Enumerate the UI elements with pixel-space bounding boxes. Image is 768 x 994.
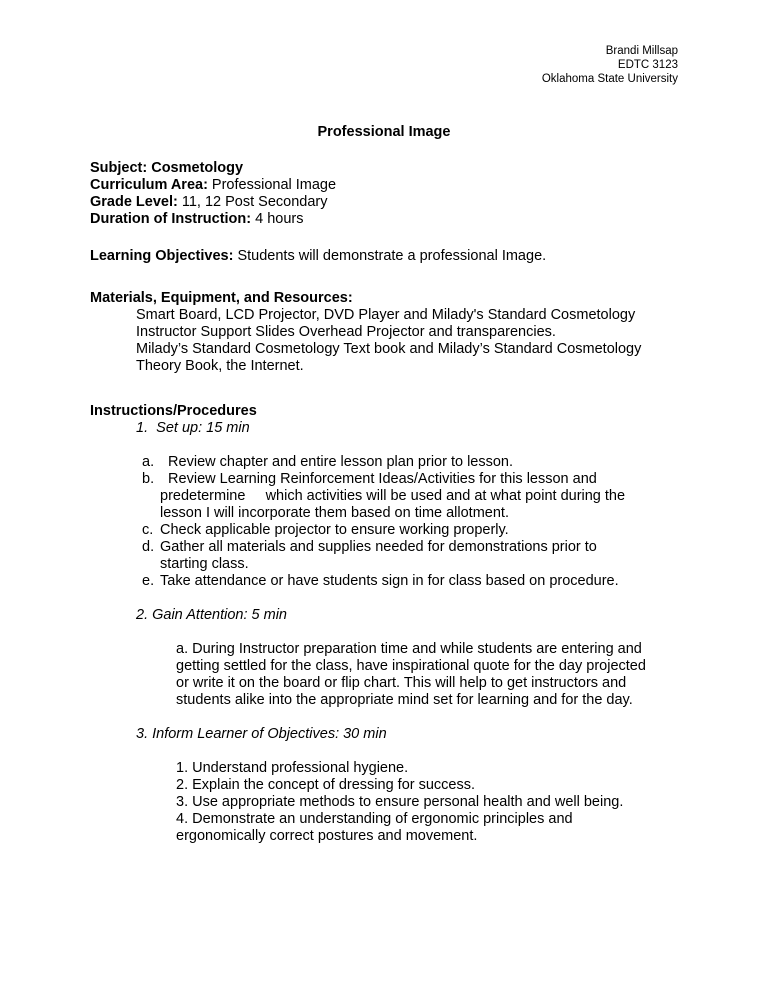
step-1-heading: 1. Set up: 15 min — [136, 420, 250, 436]
list-item-text: predetermine which activities will be used and at what point during the — [160, 488, 626, 504]
list-item-text: Gather all materials and supplies needed for demonstrations prior to — [160, 539, 597, 555]
learning-objectives — [90, 248, 690, 265]
list-item — [90, 454, 690, 471]
list-marker: c. — [142, 522, 154, 538]
list-item-text: Review chapter and entire lesson plan prior to lesson. — [160, 454, 514, 470]
materials-line: Instructor Support Slides Overhead Projector and transparencies. — [136, 324, 556, 340]
instructions-label: Instructions/Procedures — [90, 403, 257, 419]
step-1-list — [90, 454, 690, 590]
list-item-text: lesson I will incorporate them based on time allotment. — [160, 505, 509, 521]
paragraph-line: students alike into the appropriate mind set for learning and for the day. — [176, 692, 633, 708]
list-item — [90, 522, 690, 539]
step-2-heading: 2. Gain Attention: 5 min — [136, 607, 287, 623]
list-item-text: Review Learning Reinforcement Ideas/Activities for this lesson and — [160, 471, 597, 487]
materials-line: Milady’s Standard Cosmetology Text book and Milady’s Standard Cosmetology — [136, 341, 642, 357]
grade-line — [90, 194, 690, 211]
materials-body — [90, 307, 690, 375]
list-item-text: Check applicable projector to ensure working properly. — [160, 522, 509, 538]
paragraph-line: getting settled for the class, have inspirational quote for the day projected — [176, 658, 646, 674]
objective-line: 2. Explain the concept of dressing for success. — [176, 777, 476, 793]
objective-line: 1. Understand professional hygiene. — [176, 760, 409, 776]
list-item — [90, 573, 690, 590]
list-marker: a. — [142, 454, 155, 470]
list-marker: e. — [142, 573, 155, 589]
author-name: Brandi Millsap — [605, 45, 678, 57]
paragraph-line: or write it on the board or flip chart. This will help to get instructors and — [176, 675, 627, 691]
objective-line: ergonomically correct postures and movement. — [176, 828, 478, 844]
subject-label: Subject: Cosmetology — [90, 160, 244, 176]
document-title: Professional Image — [317, 124, 451, 140]
curriculum-label: Curriculum Area: — [90, 177, 208, 193]
materials-label: Materials, Equipment, and Resources: — [90, 290, 353, 306]
list-marker: d. — [142, 539, 155, 555]
objectives-label: Learning Objectives: — [90, 248, 234, 264]
objective-line: 3. Use appropriate methods to ensure personal health and well being. — [176, 794, 624, 810]
grade-value: 11, 12 Post Secondary — [177, 194, 328, 210]
step-3-body — [90, 760, 690, 845]
step-2-body — [90, 641, 690, 709]
school-name: Oklahoma State University — [541, 73, 678, 85]
instructions-section — [90, 403, 690, 845]
step-3-heading: 3. Inform Learner of Objectives: 30 min — [136, 726, 387, 742]
lesson-meta — [90, 160, 690, 228]
materials-line: Smart Board, LCD Projector, DVD Player and Milady's Standard Cosmetology — [136, 307, 636, 323]
list-item-text: Take attendance or have students sign in for class based on procedure. — [160, 573, 619, 589]
author-header — [542, 44, 678, 86]
duration-value: 4 hours — [251, 211, 304, 227]
paragraph-line: a. During Instructor preparation time and while students are entering and — [176, 641, 642, 657]
objective-line: 4. Demonstrate an understanding of ergonomic principles and — [176, 811, 573, 827]
duration-label: Duration of Instruction: — [90, 211, 252, 227]
list-item — [90, 471, 690, 522]
list-item-text: starting class. — [160, 556, 249, 572]
curriculum-line — [90, 177, 690, 194]
grade-label: Grade Level: — [90, 194, 178, 210]
duration-line — [90, 211, 690, 228]
list-marker: b. — [142, 471, 155, 487]
list-item — [90, 539, 690, 573]
objectives-value: Students will demonstrate a professional Image. — [233, 248, 547, 264]
materials-section — [90, 290, 690, 375]
curriculum-value: Professional Image — [207, 177, 337, 193]
subject-line — [90, 160, 690, 177]
course-code: EDTC 3123 — [617, 59, 678, 71]
materials-line: Theory Book, the Internet. — [136, 358, 304, 374]
